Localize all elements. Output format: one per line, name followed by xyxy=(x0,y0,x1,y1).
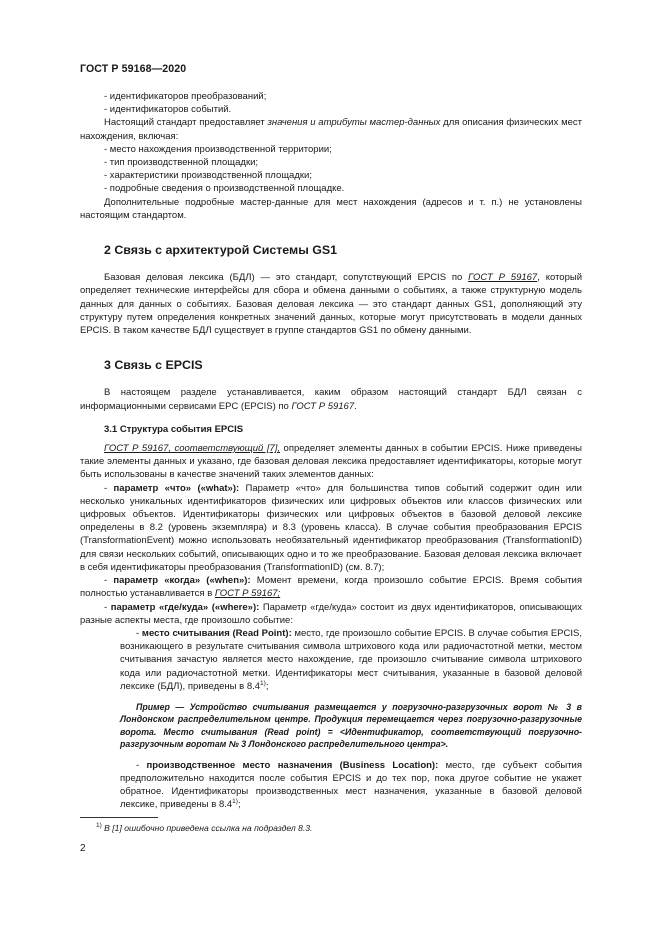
list-item: - тип производственной площадки; xyxy=(104,157,259,169)
footnote xyxy=(96,822,582,834)
text: место, где произошло событие EPCIS. В случае события EPCIS, возникающего в результате считывания символа штрихового кода или радиочастотной метки, местом считывания зачастую является место нахождение, где произошло считывание символа штрихового кода или радиочастотной метки. Идентификаторы мест считывания, указанные в базовой деловой лексике (БДЛ), приведены в 8.4 xyxy=(120,627,582,692)
text: Настоящий стандарт предоставляет xyxy=(104,117,268,129)
text: ; xyxy=(237,799,241,811)
list-item: - характеристики производственной площадки; xyxy=(104,170,312,182)
sub-item-business-location: - производственное место назначения (Business Location): место, где субъект события предположительно находится после события EPCIS и до тех пор, пока другое событие не укажет обратное. Идентификаторы производственных мест назначения, указанные в базовой деловой лексике, приведены в 8.4$^{1)}$; xyxy=(120,759,583,811)
footnote-divider xyxy=(80,817,158,818)
list-item-when: - параметр «когда» («when»): Момент времени, когда произошло событие EPCIS. Время события полностью устанавливается в ГОСТ Р 59167; xyxy=(80,575,583,600)
standard-reference-link[interactable]: ГОСТ Р 59167; xyxy=(214,588,281,600)
page-number: 2 xyxy=(80,843,86,854)
footnote-marker[interactable]: 1) xyxy=(232,798,238,805)
list-item-where: - параметр «где/куда» («where»): Параметр «где/куда» состоит из двух идентификаторов, описывающих разные аспекты места, где произошло событие: xyxy=(80,601,582,626)
text: Момент времени, когда произошло событие EPCIS. Время события полностью устанавливается в xyxy=(80,575,583,600)
text: место, где субъект события предположительно находится после события EPCIS и до тех пор, пока другое событие не укажет обратное. Идентификаторы производственных мест назначения, указанные в базовой деловой лексике, приведены в 8.4 xyxy=(120,759,583,811)
paragraph xyxy=(80,386,582,412)
text: Базовая деловая лексика (БДЛ) — это стандарт, сопутствующий EPCIS по xyxy=(104,272,469,284)
footnote-text: В [1] ошибочно приведена ссылка на подраздел 8.3. xyxy=(104,823,313,833)
emphasis-term: значения и атрибуты мастер-данных xyxy=(267,117,441,129)
page-content xyxy=(80,90,582,811)
list-item: - подробные сведения о производственной площадке. xyxy=(104,183,345,195)
paragraph: Дополнительные подробные мастер-данные для мест нахождения (адресов и т. п.) не установлены настоящим стандартом. xyxy=(80,196,582,221)
text: Параметр «что» для большинства типов событий содержит один или несколько уникальных идентификаторов физических или цифровых объектов или классов физических или цифровых объектов. Идентификаторы физических или цифровых объектов в базовой деловой лексике определены в 8.2 (уровень экземпляра) и 8.3 (уровень класса). В случае события преобразования EPCIS (TransformationEvent) можно использовать необязательный идентификатор преобразования (TransformationID) для связи нескольких событий, описывающих одно и то же преобразование. Базовая деловая лексика включает в себя идентификаторы преобразования (TransformationID) (см. 8.7); xyxy=(80,482,582,573)
sub-item-read-point: - место считывания (Read Point): место, где произошло событие EPCIS. В случае события EPCIS, возникающего в результате считывания символа штрихового кода или радиочастотной метки, местом считывания зачастую является место нахождение, где произошло считывание символа штрихового кода или радиочастотной метки. Идентификаторы мест считывания, указанные в базовой деловой лексике (БДЛ), приведены в 8.4$^{1)}$; xyxy=(120,627,582,692)
text: ; xyxy=(265,680,269,692)
paragraph xyxy=(80,271,582,337)
term-label: параметр «что» («what»): xyxy=(113,482,240,494)
standard-code: ГОСТ Р 59168—2020 xyxy=(80,63,187,75)
section-2-heading: 2 Связь с архитектурой Системы GS1 xyxy=(104,243,338,258)
list-item: - место нахождения производственной территории; xyxy=(104,143,332,155)
term-label: параметр «где/куда» («where»): xyxy=(110,601,260,613)
term-label: параметр «когда» («when»): xyxy=(113,575,251,587)
list-item-what: - параметр «что» («what»): Параметр «что» для большинства типов событий содержит один или несколько уникальных идентификаторов физических или цифровых объектов или классов физических или цифровых объектов. Идентификаторы физических или цифровых объектов в базовой деловой лексике определены в 8.2 (уровень экземпляра) и 8.3 (уровень класса). В случае события преобразования EPCIS (TransformationEvent) можно использовать необязательный идентификатор преобразования (TransformationID) для связи нескольких событий, описывающих одно и то же преобразование. Базовая деловая лексика включает в себя идентификаторы преобразования (TransformationID) (см. 8.7); xyxy=(80,482,582,573)
paragraph xyxy=(80,116,582,142)
text: , который определяет технические интерфейсы для сбора и обмена данными о событиях, а также структурную модель данных для данных о событиях. Базовая деловая лексика — это стандарт данных GS1, дополняющий эту структуру путем определения конкретных значений данных, которые могут присутствовать в модели данных EPCIS. В таком качестве БДЛ существует в группе стандартов GS1 по обмену данными. xyxy=(80,272,583,337)
text: В настоящем разделе устанавливается, каким образом настоящий стандарт БДЛ связан с информационными сервисами EPC (EPCIS) по xyxy=(80,387,582,412)
standard-reference-link[interactable]: ГОСТ Р 59167 xyxy=(468,272,538,284)
standard-reference: ГОСТ Р 59167 xyxy=(291,400,355,412)
footnote-marker[interactable]: 1) xyxy=(260,679,266,687)
footnote-mark: 1) xyxy=(96,822,102,830)
text: Параметр «где/куда» состоит из двух идентификаторов, описывающих разные аспекты места, где произошло событие: xyxy=(80,601,582,626)
text: для описания физических мест нахождения, включая: xyxy=(80,117,582,142)
paragraph xyxy=(80,442,582,482)
list-item: - идентификаторов событий. xyxy=(104,104,232,116)
text: . xyxy=(354,400,357,412)
list-item: - идентификаторов преобразований; xyxy=(104,91,267,102)
section-3-heading: 3 Связь с EPCIS xyxy=(104,358,203,373)
standard-reference-link[interactable]: ГОСТ Р 59167, соответствующий [7], xyxy=(104,443,281,455)
term-label: место считывания (Read Point): xyxy=(141,627,292,639)
term-label: производственное место назначения (Business Location): xyxy=(146,759,439,771)
text: определяет элементы данных в событии EPCIS. Ниже приведены такие элементы данных и указано, где базовая деловая лексика предоставляет идентификаторы, которые могут быть использованы в качестве значений таких элементов данных: xyxy=(80,443,582,481)
example-block: Пример — Устройство считывания размещается у погрузочно-разгрузочных ворот № 3 в Лондонском распределительном центре. Продукция перемещается через погрузочно-разгрузочные ворота. Место считывания (Read point) = <Идентификатор, соответствующий погрузочно-разгрузочным воротам № 3 Лондонского распределительного центра>. xyxy=(120,701,582,750)
subsection-3-1-heading: 3.1 Структура события EPCIS xyxy=(104,423,244,435)
